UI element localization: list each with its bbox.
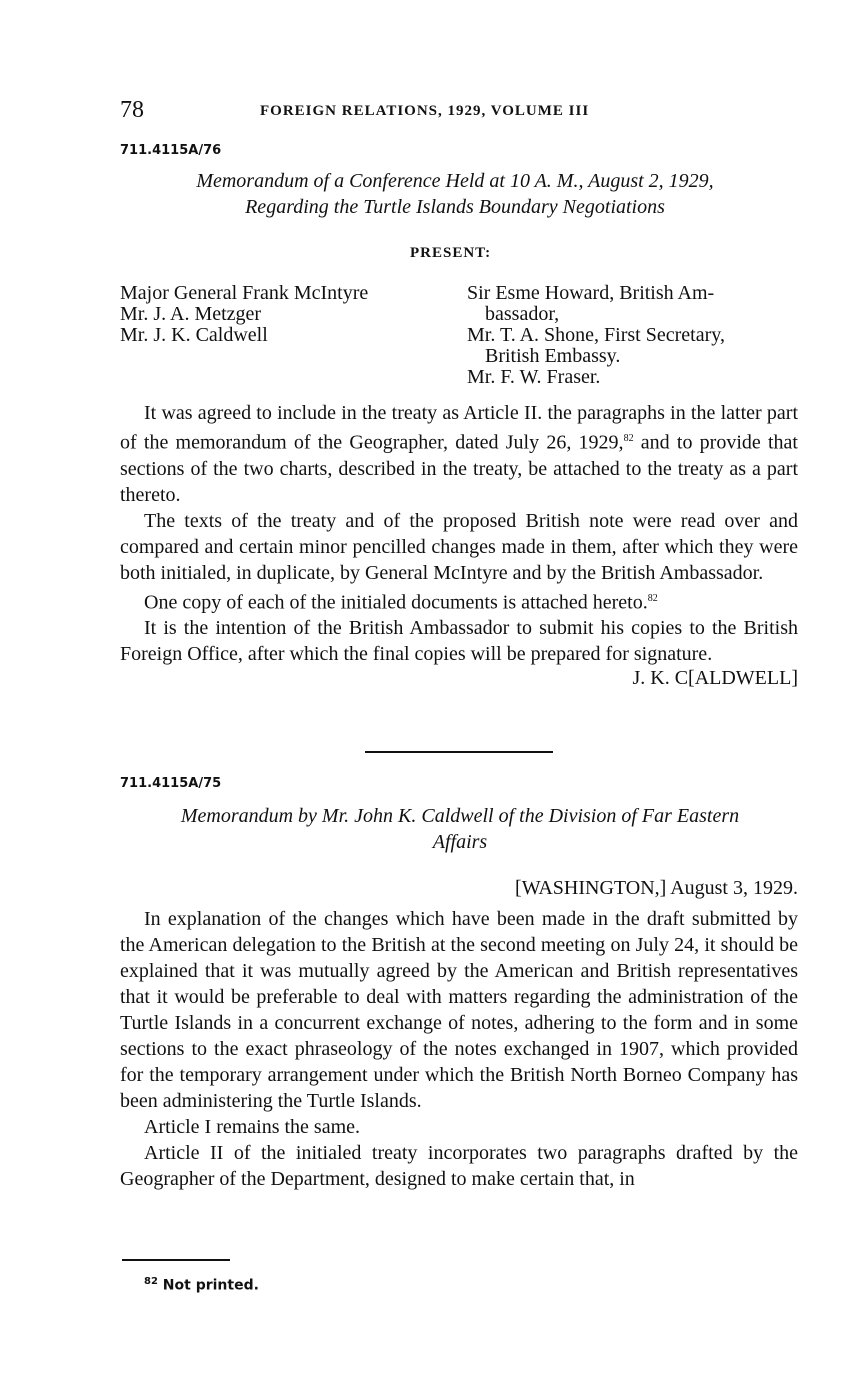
section2-body	[120, 906, 798, 1192]
paragraph: The texts of the treaty and of the proposed British note were read over and compared and certain minor pencilled changes made in them, after which they were both initialed, in duplicate, by General McIntyre and by the British Ambassador.	[120, 509, 798, 584]
attendee: Mr. F. W. Fraser.	[467, 366, 601, 388]
attendee: Mr. T. A. Shone, First Secretary,	[467, 324, 725, 346]
footnote-number: 82	[144, 1276, 158, 1287]
attendee: British Embassy.	[485, 345, 621, 367]
file-number-1: 711.4115A/76	[120, 143, 222, 158]
paragraph: One copy of each of the initialed documents is attached hereto.$^{82}$	[144, 591, 658, 614]
attendee: bassador,	[485, 303, 560, 325]
paragraph: In explanation of the changes which have been made in the draft submitted by the American delegation to the British at the second meeting on July 24, it should be explained that it was mutually agreed by the American and British representatives that it would be preferable to deal with matters regarding the administration of the Turtle Islands in a concurrent exchange of notes, adhering to the form and in some sections to the exact phraseology of the notes exchanged in 1907, which provided for the temporary arrangement under which the British North Borneo Company has been administering the Turtle Islands.	[120, 908, 798, 1112]
present-label: PRESENT:	[410, 245, 492, 261]
footnote	[144, 1276, 259, 1294]
memo-title-2-line2: Affairs	[432, 831, 488, 853]
footnote-text: Not printed.	[162, 1277, 259, 1294]
paragraph: Article I remains the same.	[144, 1116, 361, 1138]
footnote-rule	[122, 1259, 230, 1261]
footnote-ref: 82	[647, 592, 658, 604]
attendees-british	[467, 283, 807, 388]
page-header	[120, 97, 680, 127]
section1-body	[120, 400, 798, 690]
running-title: FOREIGN RELATIONS, 1929, VOLUME III	[260, 103, 590, 119]
memo-title-1-line1: Memorandum of a Conference Held at 10 A. M., August 2, 1929,	[196, 170, 714, 192]
paragraph: It was agreed to include in the treaty as Article II. the paragraphs in the latter part of the memorandum of the Geographer, dated July 26, 1929,82 and to provide that sections of the two charts, described in the treaty, be attached to the treaty as a part thereto.	[120, 402, 798, 506]
paragraph: Article II of the initialed treaty incorporates two paragraphs drafted by the Geographer of the Department, designed to make certain that, in	[120, 1142, 798, 1190]
memo-title-2-line1: Memorandum by Mr. John K. Caldwell of the Division of Far Eastern	[180, 805, 740, 827]
memo-title-1	[110, 168, 800, 220]
memo-title-1-line2: Regarding the Turtle Islands Boundary Negotiations	[245, 196, 665, 218]
signature: J. K. C[ALDWELL]	[632, 667, 798, 690]
footnote-ref: 82	[623, 433, 634, 444]
attendee: Mr. J. K. Caldwell	[120, 324, 268, 346]
file-number-2: 711.4115A/75	[120, 776, 222, 791]
attendees-american	[120, 283, 460, 346]
paragraph: It is the intention of the British Ambassador to submit his copies to the British Foreign Office, after which the final copies will be prepared for signature.	[120, 617, 798, 666]
attendee: Mr. J. A. Metzger	[120, 303, 262, 325]
attendee: Sir Esme Howard, British Am-	[467, 282, 715, 304]
dateline: [WASHINGTON,] August 3, 1929.	[515, 877, 798, 899]
section-divider	[365, 751, 553, 753]
attendee: Major General Frank McIntyre	[120, 282, 369, 304]
memo-title-2	[110, 803, 810, 855]
page-number: 78	[120, 97, 144, 123]
